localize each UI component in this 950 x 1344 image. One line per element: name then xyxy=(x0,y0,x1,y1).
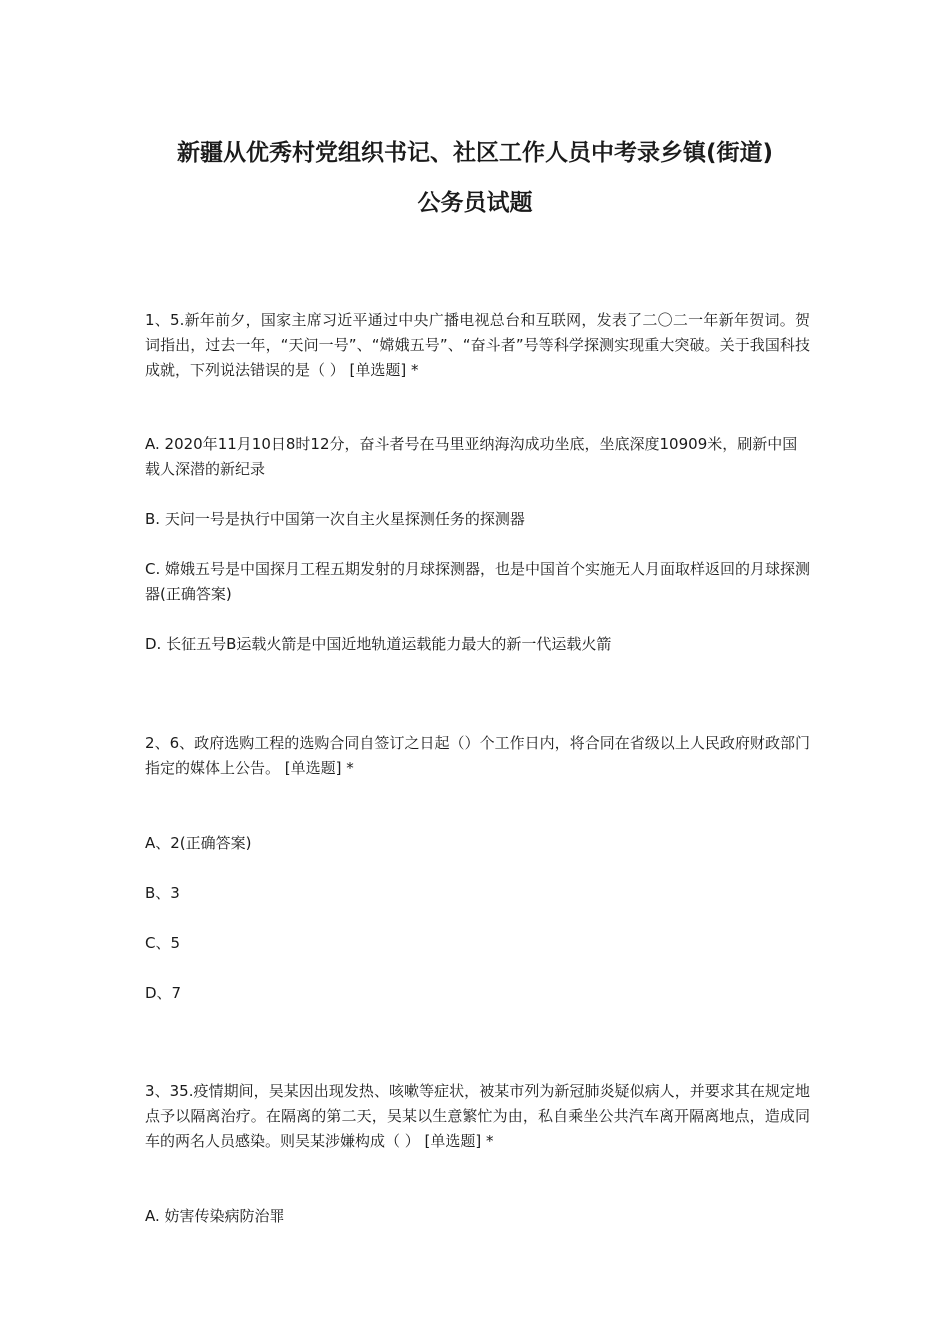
question-2-option-d: D、7 xyxy=(145,984,182,1002)
question-1-text: 1、5.新年前夕，国家主席习近平通过中央广播电视总台和互联网，发表了二〇二一年新年贺词。贺词指出，过去一年，“天问一号”、“嫦娥五号”、“奋斗者”号等科学探测实现重大突破。关于我国科技成就，下列说法错误的是（ ） [单选题] * xyxy=(145,311,810,379)
question-3-text: 3、35.疫情期间，吴某因出现发热、咳嗽等症状，被某市列为新冠肺炎疑似病人，并要求其在规定地点予以隔离治疗。在隔离的第二天，吴某以生意繁忙为由，私自乘坐公共汽车离开隔离地点，造成同车的两名人员感染。则吴某涉嫌构成（ ） [单选题] * xyxy=(145,1082,810,1150)
document-title-line-1: 新疆从优秀村党组织书记、社区工作人员中考录乡镇(街道) xyxy=(176,140,774,166)
question-3-option-a: A. 妨害传染病防治罪 xyxy=(145,1207,285,1225)
question-1-option-c: C. 嫦娥五号是中国探月工程五期发射的月球探测器，也是中国首个实施无人月面取样返回的月球探测器(正确答案) xyxy=(145,560,811,603)
question-2-option-b: B、3 xyxy=(145,884,180,902)
question-2-option-a: A、2(正确答案) xyxy=(145,834,252,852)
question-2-text: 2、6、政府选购工程的选购合同自签订之日起（）个工作日内，将合同在省级以上人民政府财政部门指定的媒体上公告。 [单选题] * xyxy=(145,734,810,777)
question-2-option-c: C、5 xyxy=(145,934,181,952)
document-title-line-2: 公务员试题 xyxy=(417,190,533,216)
question-1-option-a: A. 2020年11月10日8时12分，奋斗者号在马里亚纳海沟成功坐底，坐底深度10909米，刷新中国载人深潜的新纪录 xyxy=(145,435,798,478)
question-1-option-b: B. 天问一号是执行中国第一次自主火星探测任务的探测器 xyxy=(145,510,525,528)
question-1-option-d: D. 长征五号B运载火箭是中国近地轨道运载能力最大的新一代运载火箭 xyxy=(145,635,612,653)
